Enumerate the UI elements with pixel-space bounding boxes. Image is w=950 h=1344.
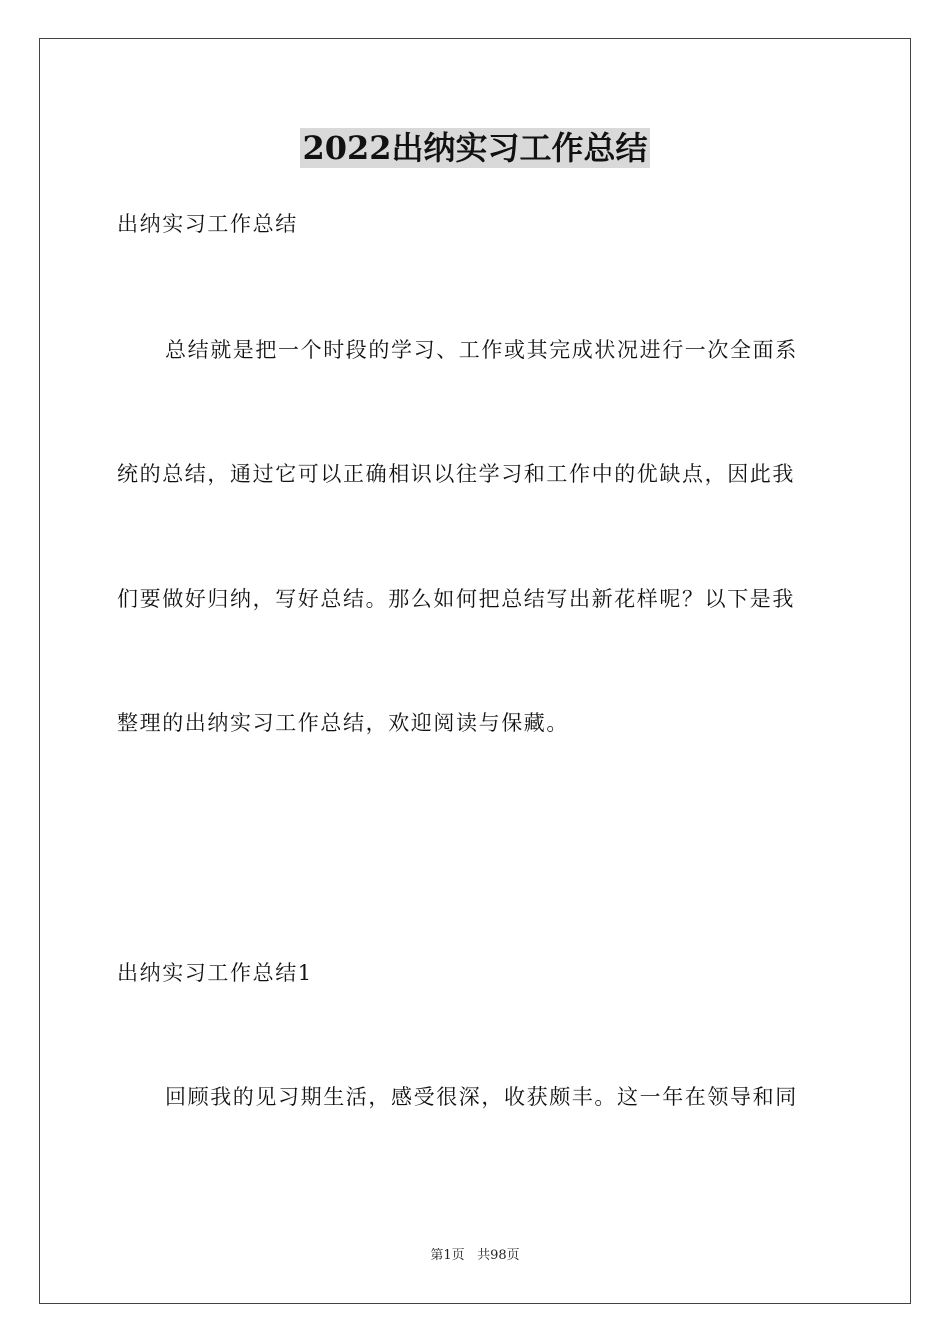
page-number-label: 第1页: [430, 1248, 465, 1263]
intro-paragraph-line-3: 们要做好归纳，写好总结。那么如何把总结写出新花样呢？以下是我: [117, 587, 795, 611]
intro-paragraph-line-4: 整理的出纳实习工作总结，欢迎阅读与保藏。: [117, 711, 569, 735]
page-total-label: 共98页: [477, 1248, 520, 1263]
document-title: 2022出纳实习工作总结: [302, 129, 648, 167]
intro-paragraph-line-2: 统的总结，通过它可以正确相识以往学习和工作中的优缺点，因此我: [117, 462, 795, 486]
section-paragraph-line-1: 回顾我的见习期生活，感受很深，收获颇丰。这一年在领导和同: [165, 1085, 798, 1109]
document-subtitle: 出纳实习工作总结: [117, 212, 298, 236]
intro-paragraph-line-1: 总结就是把一个时段的学习、工作或其完成状况进行一次全面系: [165, 338, 798, 362]
title-container: [0, 128, 950, 168]
section-heading: 出纳实习工作总结1: [117, 961, 313, 985]
page-footer: [0, 1247, 950, 1265]
